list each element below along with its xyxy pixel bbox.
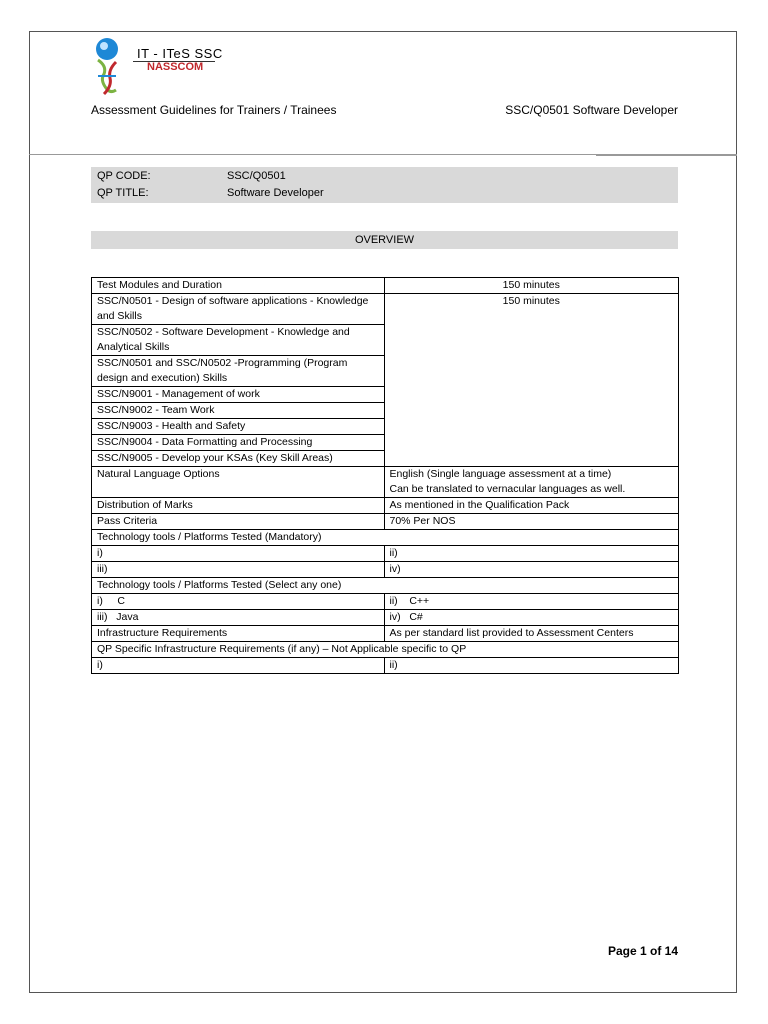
header-left-title: Assessment Guidelines for Trainers / Trainees — [91, 103, 337, 117]
qp-code-label: QP CODE: — [97, 170, 151, 182]
qp-code-value: SSC/Q0501 — [227, 170, 286, 182]
pass-label: Pass Criteria — [92, 514, 385, 530]
module-item: SSC/N9003 - Health and Safety — [92, 419, 385, 435]
table-row — [92, 278, 679, 294]
table-row — [92, 642, 679, 658]
mandatory-item: ii) — [384, 546, 679, 562]
overview-table — [91, 277, 679, 674]
marks-label: Distribution of Marks — [92, 498, 385, 514]
modules-label: Test Modules and Duration — [92, 278, 385, 294]
select-item: iii) Java — [92, 610, 385, 626]
mandatory-item: i) — [92, 546, 385, 562]
table-row — [92, 530, 679, 546]
pass-value: 70% Per NOS — [384, 514, 679, 530]
qp-title-label: QP TITLE: — [97, 187, 149, 199]
infra-value: As per standard list provided to Assessment Centers — [384, 626, 679, 642]
header-right-title: SSC/Q0501 Software Developer — [505, 103, 678, 117]
qp-info-box — [91, 167, 678, 203]
qp-infra-label: QP Specific Infrastructure Requirements (if any) – Not Applicable specific to QP — [92, 642, 679, 658]
table-row — [92, 467, 679, 498]
select-item: i) C — [92, 594, 385, 610]
mandatory-item: iii) — [92, 562, 385, 578]
table-row — [92, 626, 679, 642]
module-item: SSC/N9001 - Management of work — [92, 387, 385, 403]
qp-infra-item: ii) — [384, 658, 679, 674]
language-value-line1: English (Single language assessment at a time) — [389, 468, 612, 480]
page-number: Page 1 of 14 — [607, 944, 678, 958]
module-item: SSC/N0501 - Design of software applications - Knowledge and Skills — [92, 294, 385, 325]
qp-title-value: Software Developer — [227, 187, 324, 199]
overview-heading: OVERVIEW — [91, 231, 678, 249]
table-row — [92, 658, 679, 674]
logo-title: IT - ITeS SSC — [137, 46, 223, 61]
module-item: SSC/N9004 - Data Formatting and Processing — [92, 435, 385, 451]
language-label: Natural Language Options — [92, 467, 385, 498]
modules-duration: 150 minutes — [384, 278, 679, 294]
select-label: Technology tools / Platforms Tested (Select any one) — [92, 578, 679, 594]
module-item: SSC/N9005 - Develop your KSAs (Key Skill Areas) — [92, 451, 385, 467]
table-row — [92, 514, 679, 530]
table-row — [92, 498, 679, 514]
modules-total: 150 minutes — [384, 294, 679, 467]
header-rule-accent — [596, 155, 737, 156]
qp-infra-item: i) — [92, 658, 385, 674]
marks-value: As mentioned in the Qualification Pack — [384, 498, 679, 514]
module-item: SSC/N0502 - Software Development - Knowledge and Analytical Skills — [92, 325, 385, 356]
table-row — [92, 562, 679, 578]
table-row — [92, 294, 679, 325]
language-value-line2: Can be translated to vernacular languages as well. — [389, 483, 626, 495]
module-item: SSC/N0501 and SSC/N0502 -Programming (Program design and execution) Skills — [92, 356, 385, 387]
logo-subtitle: NASSCOM — [147, 61, 204, 73]
mandatory-label: Technology tools / Platforms Tested (Mandatory) — [92, 530, 679, 546]
table-row — [92, 610, 679, 626]
module-item: SSC/N9002 - Team Work — [92, 403, 385, 419]
mandatory-item: iv) — [384, 562, 679, 578]
select-item: ii) C++ — [384, 594, 679, 610]
table-row — [92, 578, 679, 594]
language-value — [384, 467, 679, 498]
infra-label: Infrastructure Requirements — [92, 626, 385, 642]
table-row — [92, 546, 679, 562]
select-item: iv) C# — [384, 610, 679, 626]
table-row — [92, 594, 679, 610]
